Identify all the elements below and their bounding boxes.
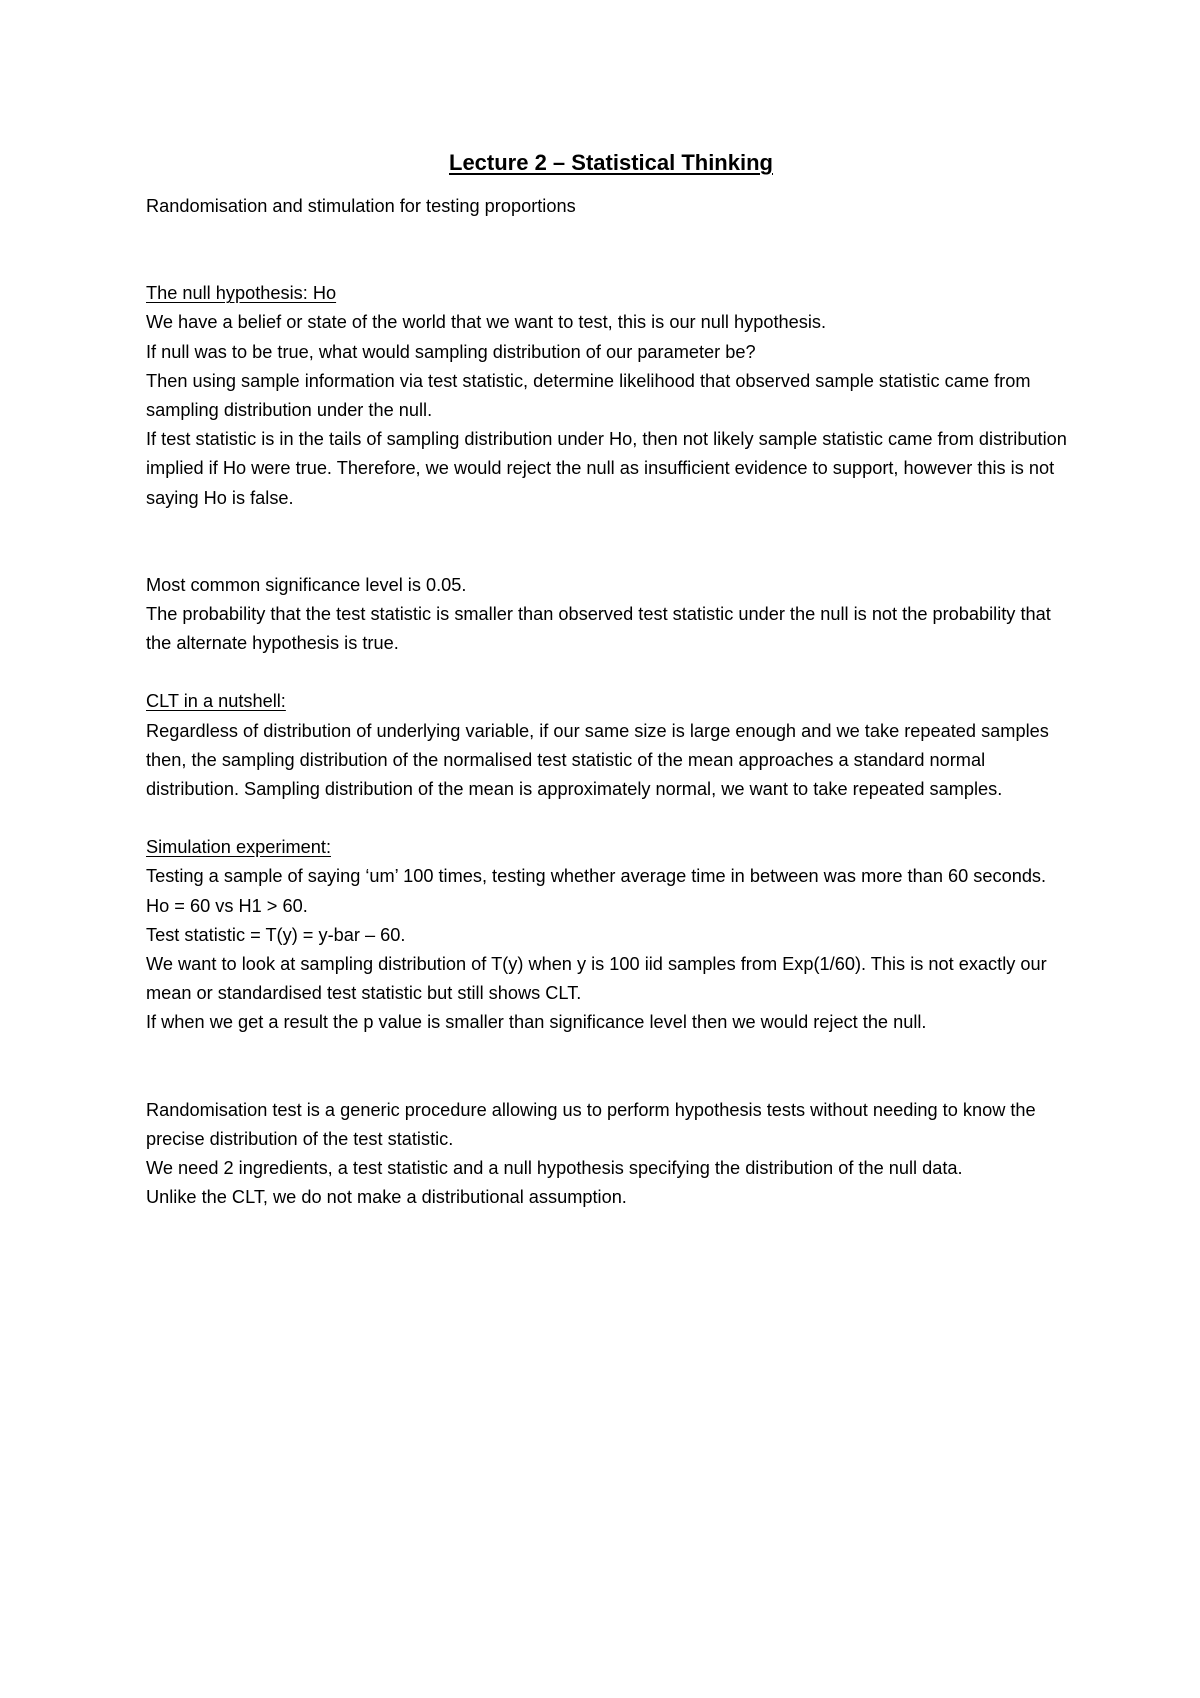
page-subtitle: Randomisation and stimulation for testing proportions	[146, 196, 576, 216]
paragraph: Regardless of distribution of underlying variable, if our same size is large enough and we take repeated samples then, the sampling distribution of the normalised test statistic of the mean approaches a standard normal distribution. Sampling distribution of the mean is approximately normal, we want to take repeated samples.	[146, 720, 1049, 800]
section-simulation	[146, 833, 1076, 1037]
document-body	[146, 148, 1076, 1212]
paragraph: Most common significance level is 0.05.	[146, 574, 467, 595]
paragraph: Testing a sample of saying ‘um’ 100 times, testing whether average time in between was more than 60 seconds.	[146, 866, 1047, 887]
spacer	[146, 513, 1076, 571]
section-heading-null-hypothesis: The null hypothesis: Ho	[146, 283, 337, 304]
paragraph: The probability that the test statistic is smaller than observed test statistic under the null is not the probability that the alternate hypothesis is true.	[146, 604, 1051, 654]
paragraph: Unlike the CLT, we do not make a distributional assumption.	[146, 1187, 627, 1208]
paragraph: Ho = 60 vs H1 > 60.	[146, 895, 308, 916]
section-randomisation	[146, 1096, 1076, 1213]
paragraph: Test statistic = T(y) = y-bar – 60.	[146, 924, 406, 945]
page-title: Lecture 2 – Statistical Thinking	[449, 150, 773, 175]
paragraph: If when we get a result the p value is smaller than significance level then we would reject the null.	[146, 1012, 927, 1033]
paragraph: Randomisation test is a generic procedure allowing us to perform hypothesis tests without needing to know the precise distribution of the test statistic.	[146, 1099, 1036, 1149]
paragraph: We need 2 ingredients, a test statistic and a null hypothesis specifying the distribution of the null data.	[146, 1158, 963, 1179]
paragraph: If null was to be true, what would sampling distribution of our parameter be?	[146, 341, 756, 362]
section-significance	[146, 571, 1076, 659]
section-null-hypothesis	[146, 279, 1076, 513]
paragraph: We have a belief or state of the world that we want to test, this is our null hypothesis.	[146, 312, 827, 333]
section-heading-clt: CLT in a nutshell:	[146, 691, 286, 712]
paragraph: If test statistic is in the tails of sampling distribution under Ho, then not likely sample statistic came from distribution implied if Ho were true. Therefore, we would reject the null as insufficient evidence to support, however this is not saying Ho is false.	[146, 429, 1067, 508]
paragraph: Then using sample information via test statistic, determine likelihood that observed sample statistic came from sampling distribution under the null.	[146, 370, 1031, 421]
spacer	[146, 804, 1076, 833]
spacer	[146, 658, 1076, 687]
spacer	[146, 221, 1076, 279]
section-heading-simulation: Simulation experiment:	[146, 837, 331, 858]
spacer	[146, 1038, 1076, 1096]
section-clt	[146, 687, 1076, 804]
paragraph: We want to look at sampling distribution of T(y) when y is 100 iid samples from Exp(1/60). This is not exactly our mean or standardised test statistic but still shows CLT.	[146, 954, 1047, 1004]
